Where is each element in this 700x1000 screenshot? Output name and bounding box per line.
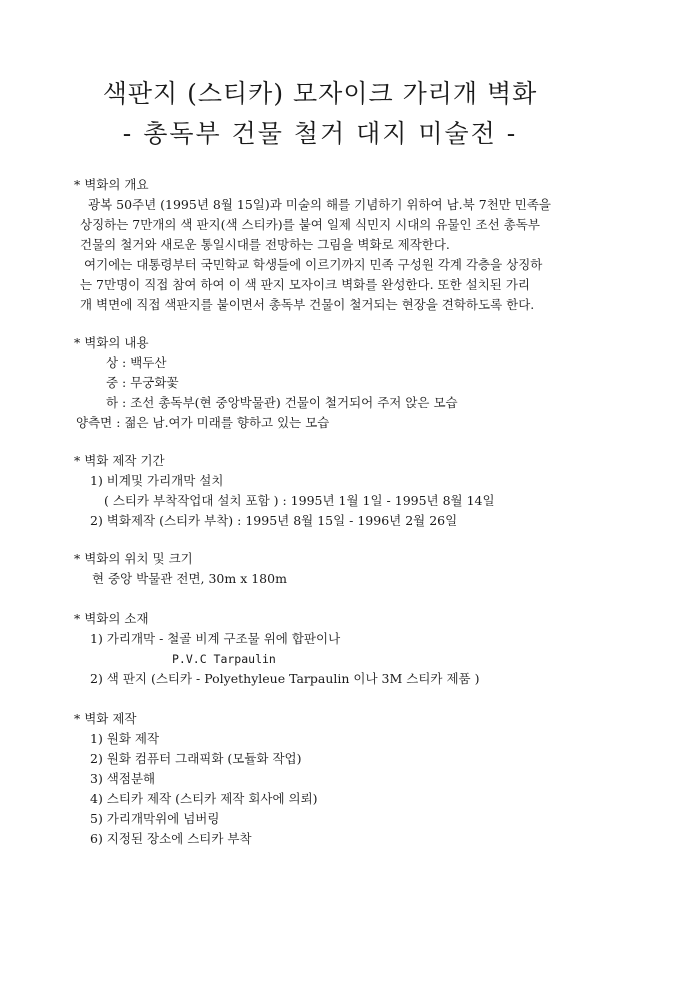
overview-line: 건물의 철거와 새로운 통일시대를 전망하는 그림을 벽화로 제작한다. [80,237,450,252]
production-step: 2) 원화 컴퓨터 그래픽화 (모듈화 작업) [90,751,302,766]
material-line: P.V.C Tarpaulin [172,652,276,666]
period-line: 1) 비계및 가리개막 설치 [90,473,224,488]
material-heading: * 벽화의 소재 [74,611,149,626]
location-heading: * 벽화의 위치 및 크기 [74,551,193,566]
production-step: 4) 스티카 제작 (스티카 제작 회사에 의뢰) [90,791,318,806]
overview-line: 여기에는 대통령부터 국민학교 학생들에 이르기까지 민족 구성원 각계 각층을 상징하 [84,257,543,272]
period-line: ( 스티카 부착작업대 설치 포함 ) : 1995년 1월 1일 - 1995년 8월 14일 [104,493,495,508]
content-line: 상 : 백두산 [106,355,167,370]
content-line: 중 : 무궁화꽃 [106,375,179,390]
material-line: 2) 색 판지 (스티카 - Polyethyleue Tarpaulin 이나 3M 스티카 제품 ) [90,671,480,686]
period-line: 2) 벽화제작 (스티카 부착) : 1995년 8월 15일 - 1996년 2월 26일 [90,513,458,528]
production-step: 3) 색점분해 [90,771,156,786]
production-step: 6) 지정된 장소에 스티카 부착 [90,831,252,846]
period-heading: * 벽화 제작 기간 [74,453,165,468]
overview-line: 상징하는 7만개의 색 판지(색 스티카)를 붙여 일제 식민지 시대의 유물인 조선 총독부 [80,217,540,232]
content-line: 하 : 조선 총독부(현 중앙박물관) 건물이 철거되어 주저 앉은 모습 [106,395,458,410]
content-heading: * 벽화의 내용 [74,335,149,350]
material-line: 1) 가리개막 - 철골 비계 구조물 위에 합판이나 [90,631,341,646]
overview-line: 개 벽면에 직접 색판지를 붙이면서 총독부 건물이 철거되는 현장을 견학하도록 한다. [80,297,535,312]
overview-line: 는 7만명이 직접 참여 하여 이 색 판지 모자이크 벽화를 완성한다. 또한 설치된 가리 [80,277,530,292]
content-line: 양측면 : 젊은 남.여가 미래를 향하고 있는 모습 [76,415,330,430]
document-subtitle: - 총독부 건물 철거 대지 미술전 - [122,119,518,148]
production-step: 1) 원화 제작 [90,731,160,746]
document-title: 색판지 (스티카) 모자이크 가리개 벽화 [102,79,538,108]
overview-heading: * 벽화의 개요 [74,177,149,192]
production-heading: * 벽화 제작 [74,711,137,726]
production-step: 5) 가리개막위에 넘버링 [90,811,220,826]
overview-line: 광복 50주년 (1995년 8월 15일)과 미술의 해를 기념하기 위하여 남.북 7천만 민족을 [88,197,551,212]
location-line: 현 중앙 박물관 전면, 30m x 180m [92,571,287,586]
